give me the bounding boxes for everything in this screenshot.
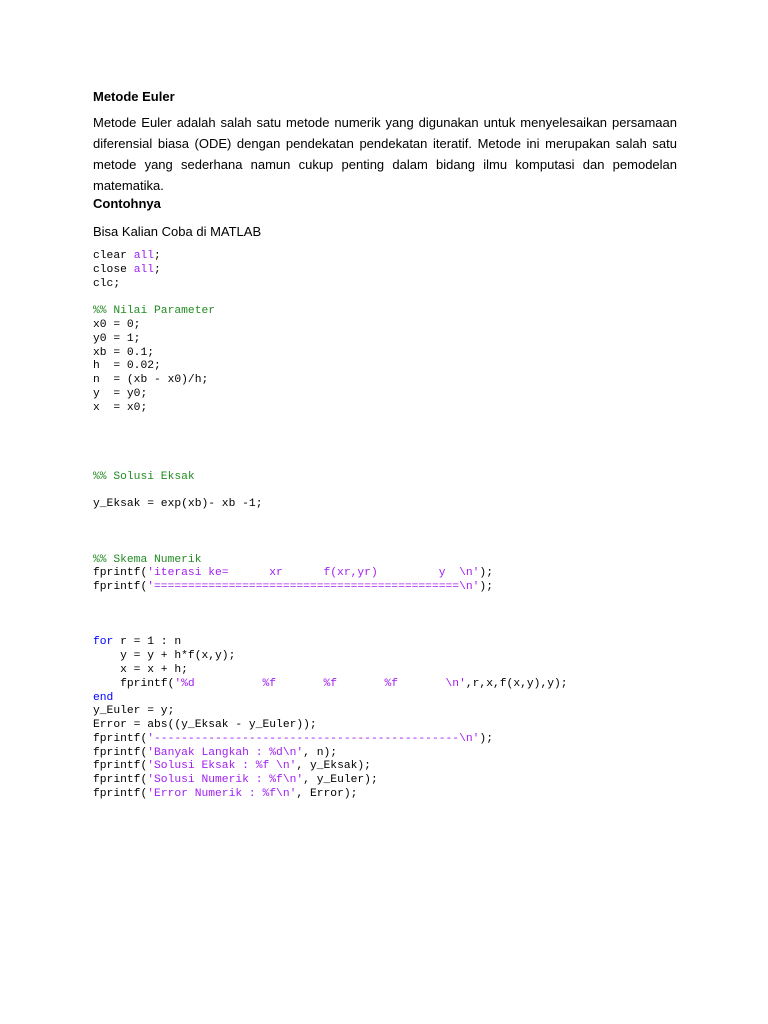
code-line [93,636,568,650]
code-line [93,305,568,319]
code-line [93,719,568,733]
code-string: all [133,250,155,262]
code-string: 'Banyak Langkah : %d\n' [147,746,304,759]
code-text: ); [479,581,493,594]
code-line [93,554,568,568]
code-string: all [133,263,155,276]
code-line [93,733,568,747]
code-line [93,512,568,526]
code-text: r = 1 : n [113,636,182,649]
code-line [93,760,568,774]
intro-paragraph: Metode Euler adalah salah satu metode numerik yang digunakan untuk menyelesaikan persamaan diferensial biasa (ODE) dengan pendekatan pendekatan iteratif. Metode ini merupakan salah satu metode yang sederhana namun cukup penting dalam bidang ilmu komputasi dan pemodelan matematika. [93,115,677,193]
code-line [93,609,568,623]
code-line [93,416,568,430]
code-line [93,457,568,471]
code-comment: %% Nilai Parameter [93,305,216,318]
code-line [93,678,568,692]
code-string: '%d %f %f %f \n' [174,677,466,690]
code-text: Error = abs((y_Eksak - y_Euler)); [93,719,317,732]
code-line [93,291,568,305]
code-line [93,471,568,485]
code-line [93,333,568,347]
code-text: ); [479,567,493,580]
code-string: 'Solusi Numerik : %f\n' [147,774,304,787]
code-text: fprintf( [93,567,148,580]
code-text: x = x + h; [93,663,188,676]
code-text: ,r,x,f(x,y),y); [465,677,568,690]
code-line [93,347,568,361]
code-text: y0 = 1; [93,332,141,345]
code-line [93,595,568,609]
code-string: 'Error Numerik : %f\n' [147,788,297,801]
code-text: , n); [303,746,338,759]
code-line [93,664,568,678]
code-text: close [93,263,134,276]
code-text: fprintf( [93,774,148,787]
code-text: y_Euler = y; [93,705,175,718]
code-line [93,264,568,278]
code-text: clc; [93,277,121,290]
code-line [93,540,568,554]
code-line [93,360,568,374]
code-line [93,388,568,402]
code-line [93,374,568,388]
code-text: fprintf( [93,746,148,759]
code-text: ; [154,263,161,276]
code-line [93,774,568,788]
code-line [93,567,568,581]
matlab-code-block [93,250,568,802]
code-line [93,581,568,595]
code-text: xb = 0.1; [93,346,155,359]
code-line [93,443,568,457]
code-line [93,429,568,443]
code-text: , y_Euler); [303,774,378,787]
code-line [93,623,568,637]
code-text: x0 = 0; [93,318,141,331]
code-keyword: for [93,636,114,649]
code-line [93,319,568,333]
code-line [93,705,568,719]
code-line [93,650,568,664]
code-text: n = (xb - x0)/h; [93,374,209,387]
code-text: , Error); [296,788,358,801]
code-text: fprintf( [93,581,148,594]
code-text: y = y + h*f(x,y); [93,650,236,663]
code-text: ; [154,250,161,262]
code-line [93,485,568,499]
code-text: fprintf( [93,760,148,773]
code-line [93,250,568,264]
code-line [93,402,568,416]
code-line [93,498,568,512]
example-subheading: Contohnya [93,196,161,211]
code-text: h = 0.02; [93,360,161,373]
code-text: x = x0; [93,401,148,414]
code-line [93,692,568,706]
code-text: y = y0; [93,387,148,400]
document-heading: Metode Euler [93,89,175,104]
matlab-hint: Bisa Kalian Coba di MATLAB [93,224,262,239]
code-text: fprintf( [93,788,148,801]
code-string: 'Solusi Eksak : %f \n' [147,760,297,773]
code-line [93,788,568,802]
code-comment: %% Skema Numerik [93,553,202,566]
code-line [93,278,568,292]
code-text: y_Eksak = exp(xb)- xb -1; [93,498,263,511]
code-string: 'iterasi ke= xr f(xr,yr) y \n' [147,567,480,580]
code-string: '=============================================\n' [147,581,480,594]
code-text: ); [479,732,493,745]
code-keyword: end [93,691,114,704]
code-line [93,747,568,761]
code-comment: %% Solusi Eksak [93,470,195,483]
code-line [93,526,568,540]
code-text: fprintf( [93,677,175,690]
code-text: clear [93,250,134,262]
code-string: '---------------------------------------------\n' [147,732,480,745]
code-text: , y_Eksak); [296,760,371,773]
code-text: fprintf( [93,732,148,745]
